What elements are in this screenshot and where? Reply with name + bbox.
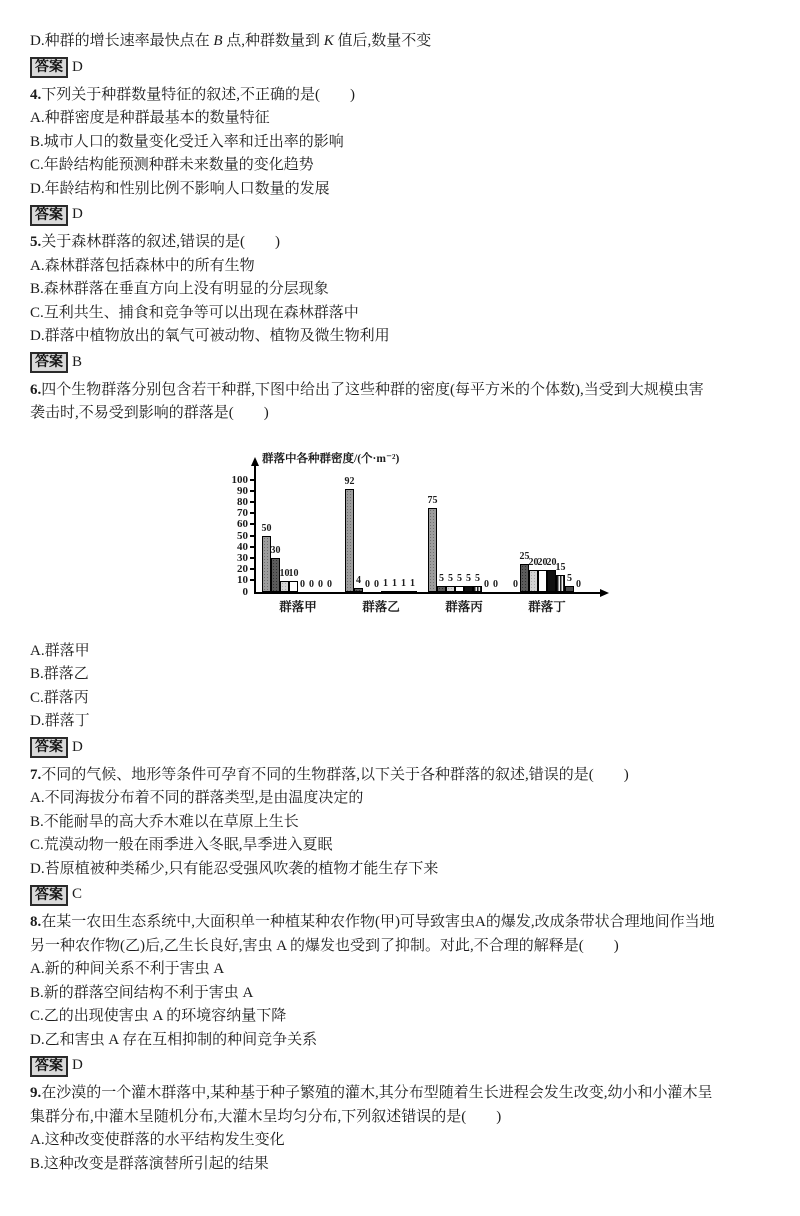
bar-value-label: 25 [519, 550, 530, 562]
bar [280, 581, 289, 592]
text-segment: C.互利共生、捕食和竞争等可以出现在森林群落中 [30, 304, 359, 321]
text-segment: C.年龄结构能预测种群未来数量的变化趋势 [30, 157, 314, 173]
text-line-6 [30, 178, 774, 202]
bar-value-label: 0 [513, 578, 518, 590]
text-line-2 [30, 84, 774, 108]
y-tick-label: 80 [237, 495, 248, 508]
bar [547, 570, 556, 592]
text-line-23 [30, 911, 774, 935]
text-line-30 [30, 1106, 774, 1130]
text-segment: A.森林群落包括森林中的所有生物 [30, 257, 255, 274]
answer-value: D [72, 206, 83, 223]
text-segment: 值后,数量不变 [333, 33, 432, 49]
bar-value-label: 5 [457, 572, 462, 584]
text-line-21 [30, 834, 774, 858]
bar-value-label: 10 [279, 567, 290, 579]
answer-row-5 [30, 883, 774, 907]
text-line-18 [30, 764, 774, 788]
category-label: 群落乙 [362, 599, 400, 614]
answer-row-2 [30, 203, 774, 227]
text-segment: A.新的种间关系不利于害虫 A [30, 961, 225, 977]
text-segment: 点,种群数量到 [222, 33, 324, 49]
answer-value: D [72, 738, 83, 755]
text-segment: B [213, 33, 223, 49]
text-line-15 [30, 663, 774, 687]
text-segment: C.荒漠动物一般在雨季进入冬眠,旱季进入夏眠 [30, 837, 333, 853]
bar-value-label: 5 [567, 572, 572, 584]
y-tick-label: 50 [237, 529, 248, 542]
y-axis-arrow-icon [251, 457, 259, 466]
y-axis-label: 群落中各种群密度/(个·m⁻²) [262, 452, 400, 465]
answer-box-label: 答案 [30, 205, 68, 226]
text-line-8 [30, 255, 774, 279]
bar-value-label: 0 [374, 578, 379, 590]
text-segment: B.不能耐旱的高大乔木难以在草原上生长 [30, 813, 299, 830]
text-segment: D.年龄结构和性别比例不影响人口数量的发展 [30, 180, 330, 197]
text-line-32 [30, 1153, 774, 1177]
y-tick-label: 60 [237, 518, 248, 531]
exam-document [30, 30, 774, 1176]
answer-box-label: 答案 [30, 737, 68, 758]
bar-value-label: 20 [546, 556, 557, 568]
answer-row-4 [30, 736, 774, 760]
text-line-20 [30, 811, 774, 835]
text-line-12 [30, 379, 774, 403]
text-segment: K [323, 33, 334, 49]
question-number: 6. [30, 381, 42, 398]
x-axis [254, 592, 600, 594]
text-segment: 下列关于种群数量特征的叙述,不正确的是( ) [41, 86, 355, 103]
y-tick-mark [250, 501, 254, 503]
bar-value-label: 20 [537, 556, 548, 568]
y-axis [254, 466, 256, 592]
text-segment: B.城市人口的数量变化受迁入率和迁出率的影响 [30, 133, 344, 150]
text-line-7 [30, 231, 774, 255]
text-line-3 [30, 107, 774, 131]
text-segment: C.群落丙 [30, 689, 89, 706]
question-number: 9. [30, 1085, 42, 1101]
text-line-14 [30, 640, 774, 664]
bar-value-label: 5 [466, 572, 471, 584]
text-line-11 [30, 325, 774, 349]
text-segment: D.种群的增长速率最快点在 [30, 33, 214, 49]
answer-value: D [72, 58, 83, 75]
text-line-25 [30, 958, 774, 982]
population-density-bar-chart [218, 434, 600, 630]
category-label: 群落丁 [528, 599, 566, 614]
bar-value-label: 15 [555, 561, 566, 573]
text-line-24 [30, 935, 774, 959]
text-segment: 集群分布,中灌木呈随机分布,大灌木呈均匀分布,下列叙述错误的是( ) [30, 1108, 502, 1125]
text-segment: C.乙的出现使害虫 A 的环境容纳量下降 [30, 1008, 287, 1024]
answer-row-6 [30, 1054, 774, 1078]
bar [529, 570, 538, 592]
text-line-13 [30, 402, 774, 426]
y-tick-label: 40 [237, 540, 248, 553]
y-tick-mark [250, 535, 254, 537]
text-line-1 [30, 30, 774, 54]
text-line-5 [30, 154, 774, 178]
text-segment: B.群落乙 [30, 666, 89, 682]
bar-value-label: 0 [493, 578, 498, 590]
question-number: 5. [30, 234, 42, 250]
answer-value: D [72, 1057, 83, 1074]
bar-value-label: 0 [484, 578, 489, 590]
text-segment: A.种群密度是种群最基本的数量特征 [30, 110, 270, 126]
answer-row-1 [30, 56, 774, 80]
bar-value-label: 5 [448, 572, 453, 584]
text-segment: D.群落丁 [30, 713, 90, 729]
bar-value-label: 92 [344, 475, 355, 487]
category-label: 群落丙 [445, 599, 483, 614]
y-tick-label: 100 [231, 473, 248, 486]
text-line-16 [30, 687, 774, 711]
question-number: 8. [30, 914, 42, 930]
question-number: 7. [30, 766, 42, 783]
bar-value-label: 4 [356, 574, 361, 586]
text-segment: 另一种农作物(乙)后,乙生长良好,害虫 A 的爆发也受到了抑制。对此,不合理的解释是( ) [30, 937, 619, 954]
answer-box-label: 答案 [30, 885, 68, 906]
text-line-19 [30, 787, 774, 811]
answer-box-label: 答案 [30, 57, 68, 78]
answer-row-3 [30, 351, 774, 375]
text-line-17 [30, 710, 774, 734]
y-tick-mark [250, 568, 254, 570]
answer-box-label: 答案 [30, 1056, 68, 1077]
text-segment: 在某一农田生态系统中,大面积单一种植某种农作物(甲)可导致害虫A的爆发,改成条带状合理地间作当地 [41, 914, 715, 930]
text-segment: A.这种改变使群落的水平结构发生变化 [30, 1132, 285, 1148]
text-segment: 不同的气候、地形等条件可孕育不同的生物群落,以下关于各种群落的叙述,错误的是( ) [41, 766, 629, 783]
y-tick-mark [250, 557, 254, 559]
y-tick-mark [250, 512, 254, 514]
text-segment: B.这种改变是群落演替所引起的结果 [30, 1155, 269, 1172]
text-segment: D.乙和害虫 A 存在互相抑制的种间竞争关系 [30, 1031, 318, 1048]
bar [520, 564, 529, 592]
text-line-10 [30, 302, 774, 326]
bar-value-label: 0 [327, 578, 332, 590]
text-line-22 [30, 858, 774, 882]
bar-value-label: 1 [401, 577, 406, 589]
answer-value: B [72, 353, 83, 370]
text-segment: A.不同海拔分布着不同的群落类型,是由温度决定的 [30, 790, 364, 806]
text-line-29 [30, 1082, 774, 1106]
text-line-26 [30, 982, 774, 1006]
text-line-31 [30, 1129, 774, 1153]
answer-box-label: 答案 [30, 352, 68, 373]
text-segment: B.森林群落在垂直方向上没有明显的分层现象 [30, 281, 329, 297]
text-line-28 [30, 1029, 774, 1053]
bar-value-label: 1 [410, 577, 415, 589]
answer-value: C [72, 886, 83, 903]
bar-value-label: 1 [392, 577, 397, 589]
text-segment: B.新的群落空间结构不利于害虫 A [30, 984, 254, 1001]
text-line-27 [30, 1005, 774, 1029]
bar-value-label: 50 [261, 522, 272, 534]
bar-value-label: 20 [528, 556, 539, 568]
bar-value-label: 1 [383, 577, 388, 589]
bar [262, 536, 271, 592]
y-tick-mark [250, 579, 254, 581]
text-segment: 四个生物群落分别包含若干种群,下图中给出了这些种群的密度(每平方米的个体数),当受到大规模虫害 [41, 381, 704, 398]
bar [538, 570, 547, 592]
bar-value-label: 5 [475, 572, 480, 584]
text-segment: 关于森林群落的叙述,错误的是( ) [41, 234, 280, 250]
text-line-9 [30, 278, 774, 302]
y-tick-mark [250, 479, 254, 481]
y-tick-label: 20 [237, 563, 248, 576]
bar-value-label: 75 [427, 494, 438, 506]
bar-value-label: 5 [439, 572, 444, 584]
y-tick-mark [250, 490, 254, 492]
y-tick-label: 30 [237, 551, 248, 564]
text-line-4 [30, 131, 774, 155]
bar-value-label: 30 [270, 544, 281, 556]
y-tick-label: 70 [237, 507, 248, 520]
x-axis-arrow-icon [600, 589, 609, 597]
y-tick-label: 0 [242, 585, 248, 598]
text-segment: D.苔原植被种类稀少,只有能忍受强风吹袭的植物才能生存下来 [30, 860, 439, 877]
y-tick-label: 10 [237, 574, 248, 587]
bar-value-label: 0 [365, 578, 370, 590]
category-label: 群落甲 [279, 599, 317, 614]
y-tick-mark [250, 523, 254, 525]
bar-value-label: 0 [318, 578, 323, 590]
bar-value-label: 0 [309, 578, 314, 590]
bar-value-label: 0 [576, 578, 581, 590]
question-number: 4. [30, 86, 42, 103]
text-segment: 在沙漠的一个灌木群落中,某种基于种子繁殖的灌木,其分布型随着生长进程会发生改变,幼小和小灌木呈 [41, 1085, 713, 1101]
y-tick-label: 90 [237, 484, 248, 497]
bar-value-label: 0 [300, 578, 305, 590]
text-segment: A.群落甲 [30, 642, 90, 659]
text-segment: D.群落中植物放出的氧气可被动物、植物及微生物利用 [30, 328, 390, 344]
text-segment: 袭击时,不易受到影响的群落是( ) [30, 405, 269, 421]
bar-value-label: 10 [288, 567, 299, 579]
y-tick-mark [250, 546, 254, 548]
